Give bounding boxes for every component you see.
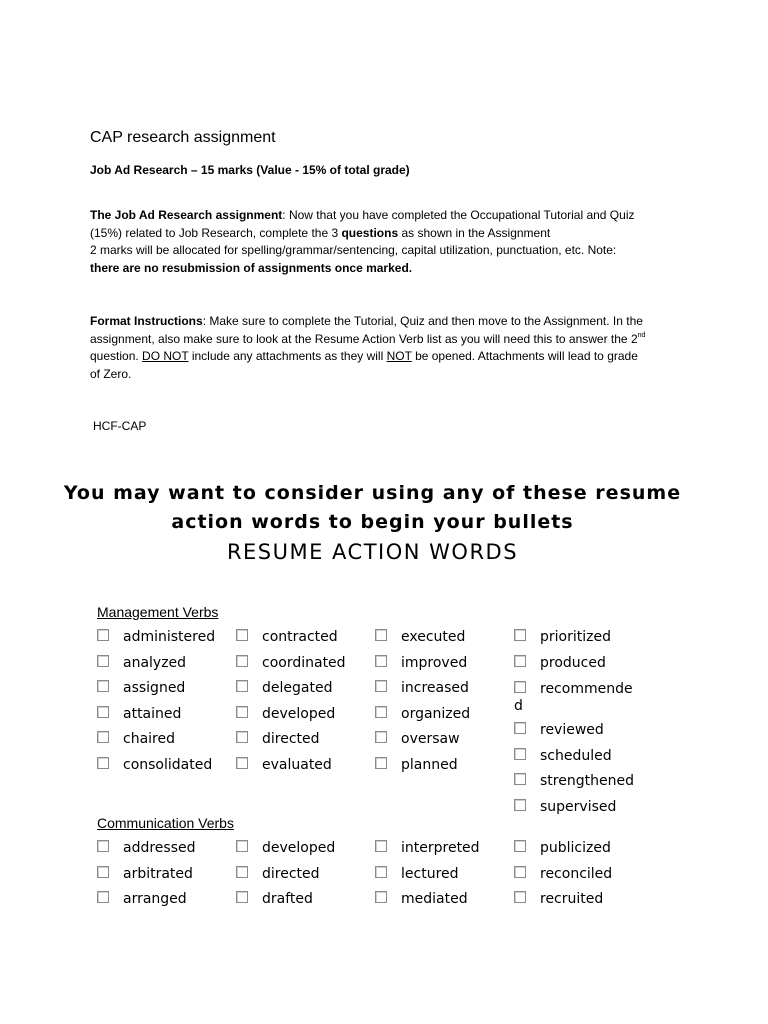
verb-item: assigned — [123, 680, 186, 696]
checkbox[interactable] — [236, 731, 248, 743]
checkbox[interactable] — [97, 891, 109, 903]
verb-item: consolidated — [123, 757, 213, 773]
format-text-4: of Zero. — [90, 366, 132, 381]
checkbox[interactable] — [97, 757, 109, 769]
verb-item: delegated — [262, 680, 333, 696]
verb-item: administered — [123, 629, 216, 645]
checkbox[interactable] — [375, 757, 387, 769]
assignment-paragraph — [90, 207, 690, 277]
verb-item-wrap: d — [514, 698, 523, 714]
verb-item: executed — [401, 629, 466, 645]
verb-item: oversaw — [401, 731, 460, 747]
format-not: NOT — [386, 349, 412, 363]
verb-item: arbitrated — [123, 866, 193, 882]
format-text-3c: be opened. Attachments will lead to grade — [411, 349, 638, 363]
verb-item: improved — [401, 655, 468, 671]
verb-item: increased — [401, 680, 469, 696]
verb-item: addressed — [123, 840, 196, 856]
verb-item: prioritized — [540, 629, 611, 645]
checkbox[interactable] — [97, 680, 109, 692]
verb-item: strengthened — [540, 773, 634, 789]
checkbox[interactable] — [514, 681, 526, 693]
assignment-text-2: (15%) related to Job Research, complete the 3 — [90, 225, 342, 240]
checkbox[interactable] — [514, 799, 526, 811]
checkbox[interactable] — [375, 840, 387, 852]
verb-item: attained — [123, 706, 182, 722]
checkbox[interactable] — [514, 866, 526, 878]
verb-item: supervised — [540, 799, 617, 815]
checkbox[interactable] — [514, 773, 526, 785]
checkbox[interactable] — [514, 722, 526, 734]
checkbox[interactable] — [236, 891, 248, 903]
verb-item: scheduled — [540, 748, 612, 764]
checkbox[interactable] — [97, 731, 109, 743]
checkbox[interactable] — [375, 706, 387, 718]
checkbox[interactable] — [514, 629, 526, 641]
checkbox[interactable] — [97, 866, 109, 878]
verb-item: publicized — [540, 840, 611, 856]
format-text-3a: question. — [90, 349, 143, 363]
verb-item: coordinated — [262, 655, 346, 671]
verb-item: produced — [540, 655, 606, 671]
verb-item: recommende — [540, 681, 633, 697]
management-verbs-heading: Management Verbs — [97, 604, 219, 620]
checkbox[interactable] — [514, 891, 526, 903]
checkbox[interactable] — [236, 680, 248, 692]
checkbox[interactable] — [97, 706, 109, 718]
resume-action-words-title: RESUME ACTION WORDS — [226, 540, 519, 564]
checkbox[interactable] — [514, 840, 526, 852]
headline — [0, 479, 745, 537]
format-text-2: assignment, also make sure to look at the Resume Action Verb list as you will need this to answer the 2 — [90, 331, 638, 346]
checkbox[interactable] — [236, 706, 248, 718]
verb-item: planned — [401, 757, 458, 773]
verb-item: interpreted — [401, 840, 480, 856]
verb-item: lectured — [401, 866, 459, 882]
verb-item: developed — [262, 840, 336, 856]
checkbox[interactable] — [236, 629, 248, 641]
format-do-not: DO NOT — [142, 349, 189, 363]
checkbox[interactable] — [236, 757, 248, 769]
verb-item: analyzed — [123, 655, 187, 671]
checkbox[interactable] — [236, 840, 248, 852]
verb-item: mediated — [401, 891, 468, 907]
checkbox[interactable] — [375, 655, 387, 667]
assignment-text-1: : Now that you have completed the Occupational Tutorial and Quiz — [282, 208, 635, 222]
verb-item: drafted — [262, 891, 313, 907]
verb-item: reconciled — [540, 866, 613, 882]
format-text-1: : Make sure to complete the Tutorial, Quiz and then move to the Assignment. In the — [202, 314, 643, 328]
verb-item: directed — [262, 866, 320, 882]
format-text-3b: include any attachments as they will — [188, 349, 387, 363]
assignment-note: there are no resubmission of assignments once marked. — [90, 260, 413, 275]
verb-item: directed — [262, 731, 320, 747]
checkbox[interactable] — [514, 748, 526, 760]
checkbox[interactable] — [375, 680, 387, 692]
verb-item: recruited — [540, 891, 604, 907]
checkbox[interactable] — [514, 655, 526, 667]
format-paragraph — [90, 313, 690, 383]
verb-item: developed — [262, 706, 336, 722]
assignment-text-3: as shown in the Assignment — [398, 225, 551, 240]
checkbox[interactable] — [97, 840, 109, 852]
verb-item: arranged — [123, 891, 187, 907]
checkbox[interactable] — [375, 866, 387, 878]
assignment-text-4: 2 marks will be allocated for spelling/grammar/sentencing, capital utilization, punctuation, etc. Note: — [90, 243, 617, 257]
checkbox[interactable] — [375, 629, 387, 641]
verb-item: organized — [401, 706, 471, 722]
headline-line-1: You may want to consider using any of these resume — [63, 482, 682, 504]
checkbox[interactable] — [236, 655, 248, 667]
page-title: CAP research assignment — [90, 129, 276, 146]
verb-item: contracted — [262, 629, 338, 645]
verb-item: evaluated — [262, 757, 332, 773]
checkbox[interactable] — [97, 655, 109, 667]
page-subtitle: Job Ad Research – 15 marks (Value - 15% of total grade) — [90, 163, 410, 177]
checkbox[interactable] — [97, 629, 109, 641]
checkbox[interactable] — [375, 731, 387, 743]
assignment-label: The Job Ad Research assignment — [90, 208, 283, 222]
assignment-bold-word: questions — [341, 225, 399, 240]
verb-item: chaired — [123, 731, 175, 747]
checkbox[interactable] — [375, 891, 387, 903]
format-superscript: nd — [637, 331, 646, 339]
communication-verbs-heading: Communication Verbs — [97, 815, 234, 831]
checkbox[interactable] — [236, 866, 248, 878]
format-label: Format Instructions — [90, 314, 203, 328]
headline-line-2: action words to begin your bullets — [171, 511, 574, 533]
hcf-label: HCF-CAP — [93, 419, 147, 433]
verb-item: reviewed — [540, 722, 604, 738]
